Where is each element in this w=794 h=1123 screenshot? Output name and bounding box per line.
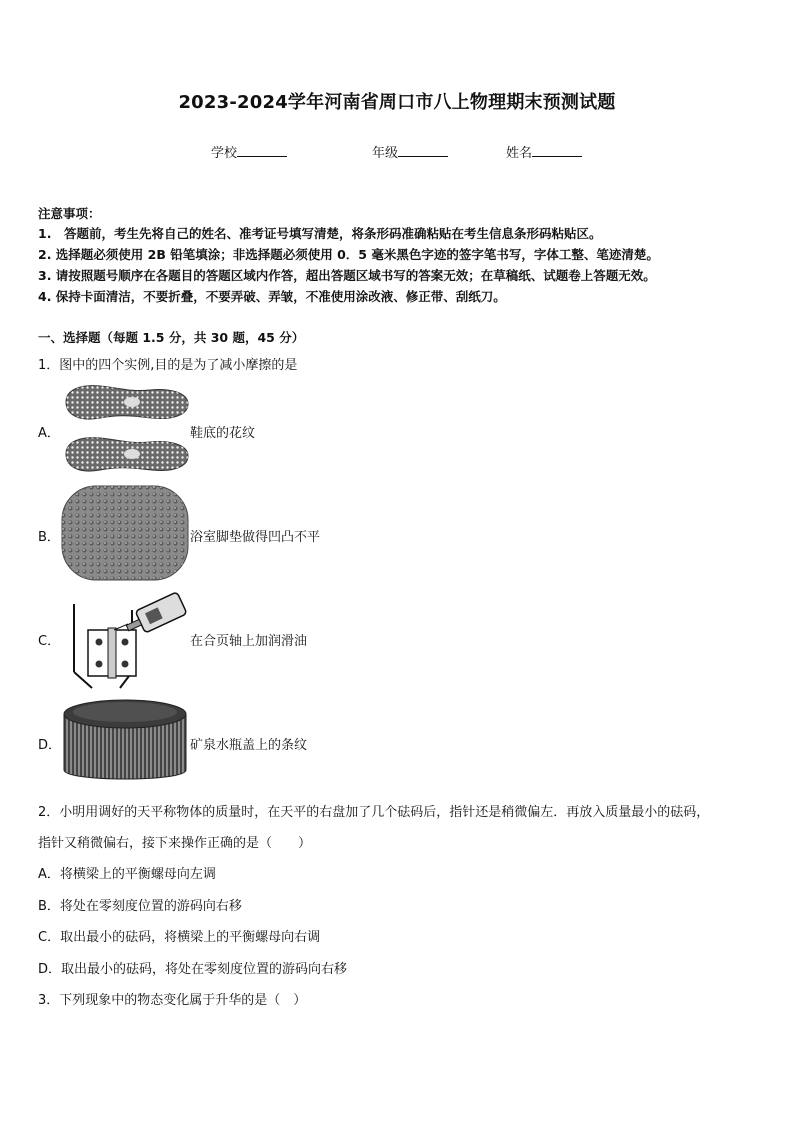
name-blank bbox=[532, 144, 582, 157]
notes-title: 注意事项： bbox=[38, 206, 101, 221]
note-item: 3. 请按照题号顺序在各题目的答题区域内作答，超出答题区域书写的答案无效；在草稿纸、试题卷上答题无效。 bbox=[38, 268, 656, 283]
note-item: 1. 答题前，考生先将自己的姓名、准考证号填写清楚，将条形码准确粘贴在考生信息条形码粘贴区。 bbox=[38, 226, 602, 241]
question-2-stem-line2: 指针又稍微偏右，接下来操作正确的是（ ） bbox=[38, 836, 312, 851]
question-2-option-b: B．将处在零刻度位置的游码向右移 bbox=[38, 899, 242, 914]
option-c-letter: C． bbox=[38, 634, 61, 649]
name-field bbox=[506, 142, 582, 161]
page-title: 2023-2024学年河南省周口市八上物理期末预测试题 bbox=[178, 92, 616, 113]
school-field bbox=[211, 142, 287, 161]
option-d-text: 矿泉水瓶盖上的条纹 bbox=[190, 738, 308, 753]
question-2-option-c: C．取出最小的砝码，将横梁上的平衡螺母向右调 bbox=[38, 930, 321, 945]
option-c-text: 在合页轴上加润滑油 bbox=[190, 634, 308, 649]
name-label: 姓名 bbox=[506, 146, 533, 161]
question-2-stem-line1: 2．小明用调好的天平称物体的质量时，在天平的右盘加了几个砝码后，指针还是稍微偏左．再放入质量最小的砝码， bbox=[38, 805, 710, 820]
note-item: 2. 选择题必须使用 2B 铅笔填涂；非选择题必须使用 0．5 毫米黑色字迹的签字笔书写，字体工整、笔迹清楚。 bbox=[38, 247, 659, 262]
question-3-stem: 3．下列现象中的物态变化属于升华的是（ ） bbox=[38, 993, 307, 1008]
grade-label: 年级 bbox=[372, 146, 399, 161]
note-item: 4. 保持卡面清洁，不要折叠，不要弄破、弄皱，不准使用涂改液、修正带、刮纸刀。 bbox=[38, 289, 506, 304]
option-d-letter: D． bbox=[38, 738, 62, 753]
option-b-letter: B． bbox=[38, 530, 60, 545]
hinge-oil-image bbox=[62, 590, 188, 690]
question-2-option-d: D．取出最小的砝码，将处在零刻度位置的游码向右移 bbox=[38, 962, 348, 977]
shoe-sole-image bbox=[60, 380, 190, 480]
section-title: 一、选择题（每题 1.5 分，共 30 题，45 分） bbox=[38, 330, 305, 345]
school-label: 学校 bbox=[211, 146, 238, 161]
question-1-stem: 1．图中的四个实例,目的是为了减小摩擦的是 bbox=[38, 358, 298, 373]
option-a-text: 鞋底的花纹 bbox=[190, 426, 256, 441]
grade-field bbox=[372, 142, 448, 161]
grade-blank bbox=[398, 144, 448, 157]
bath-mat-image bbox=[60, 484, 190, 582]
bottle-cap-image bbox=[60, 692, 190, 788]
school-blank bbox=[237, 144, 287, 157]
option-a-letter: A． bbox=[38, 426, 60, 441]
question-2-option-a: A．将横梁上的平衡螺母向左调 bbox=[38, 867, 216, 882]
option-b-text: 浴室脚垫做得凹凸不平 bbox=[190, 530, 321, 545]
